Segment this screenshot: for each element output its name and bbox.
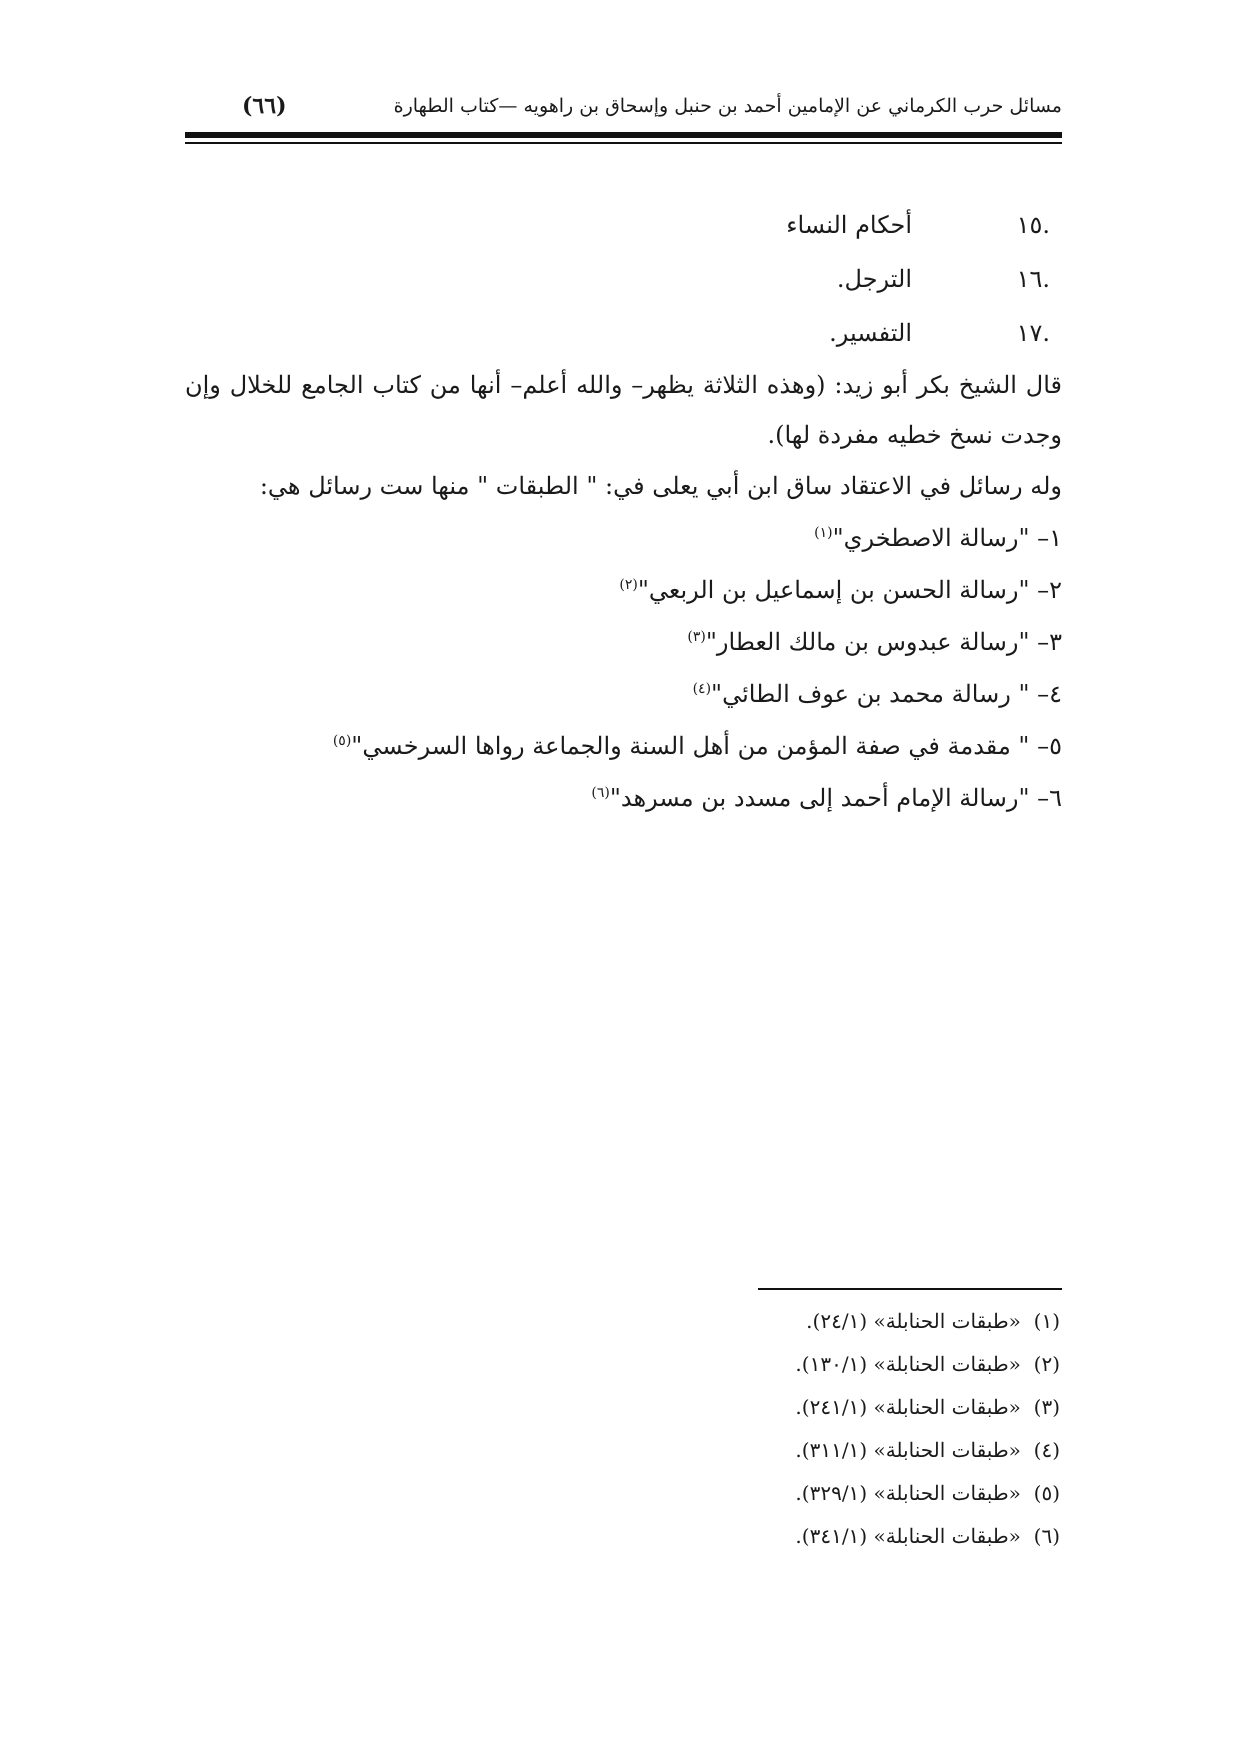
footnote-ref[interactable]: (٦) [591,785,610,801]
footnote-number: (٤) [1033,1438,1060,1462]
numbered-item [185,306,1062,360]
footnote-ref[interactable]: (٥) [332,733,352,749]
footnote-text: «طبقات الحنابلة» (٢٤١/١). [795,1395,1021,1419]
footnote [600,1429,1060,1472]
footnote-number: (٥) [1033,1481,1060,1505]
letter-title: ١– "رسالة الاصطخري" [832,524,1062,552]
footnote [600,1386,1060,1429]
item-text: التفسير. [829,319,912,347]
footnote-text: «طبقات الحنابلة» (٢٤/١). [806,1309,1021,1333]
item-number: .١٦ [1016,265,1050,293]
header-rule-thin [185,142,1062,144]
footnote-text: «طبقات الحنابلة» (١٣٠/١). [795,1352,1021,1376]
footnote-number: (٢) [1033,1352,1060,1376]
footnotes [600,1300,1060,1558]
letter-title: ٢– "رسالة الحسن بن إسماعيل بن الربعي" [637,576,1062,604]
footnote-ref[interactable]: (٢) [619,577,638,593]
running-header [242,86,1062,126]
body-text [185,198,1062,824]
footnote-ref[interactable]: (٤) [692,681,712,697]
letter-item [185,668,1062,720]
header-rule-thick [185,132,1062,138]
item-number: .١٥ [1016,211,1050,239]
letter-item [185,616,1062,668]
page-number: (٦٦) [242,93,287,119]
letter-title: ٦– "رسالة الإمام أحمد إلى مسدد بن مسرهد" [609,784,1062,812]
footnote-ref[interactable]: (١) [814,525,833,541]
letter-item [185,772,1062,824]
letter-title: ٥– " مقدمة في صفة المؤمن من أهل السنة والجماعة رواها السرخسي" [351,732,1062,760]
letter-title: ٣– "رسالة عبدوس بن مالك العطار" [705,628,1062,656]
header-title: مسائل حرب الكرماني عن الإمامين أحمد بن حنبل وإسحاق بن راهويه —كتاب الطهارة [393,95,1062,117]
footnote [600,1300,1060,1343]
item-number: .١٧ [1016,319,1050,347]
letter-item [185,564,1062,616]
footnote-ref[interactable]: (٣) [687,629,706,645]
footnote-text: «طبقات الحنابلة» (٣٢٩/١). [795,1481,1021,1505]
footnote-number: (٦) [1033,1524,1060,1548]
numbered-item [185,198,1062,252]
footnote-number: (١) [1033,1309,1060,1333]
item-text: أحكام النساء [786,211,912,239]
quote-paragraph: قال الشيخ بكر أبو زيد: (وهذه الثلاثة يظهر– والله أعلم– أنها من كتاب الجامع للخلال وإن وجدت نسخ خطيه مفردة لها). [185,371,1062,449]
letters-intro: وله رسائل في الاعتقاد ساق ابن أبي يعلى في: " الطبقات " منها ست رسائل هي: [259,472,1062,500]
footnote-number: (٣) [1033,1395,1060,1419]
footnote-separator [758,1288,1062,1290]
numbered-item [185,252,1062,306]
footnote [600,1343,1060,1386]
footnote [600,1472,1060,1515]
item-text: الترجل. [836,265,912,293]
letter-title: ٤– " رسالة محمد بن عوف الطائي" [711,680,1062,708]
letter-item [185,720,1062,772]
footnote [600,1515,1060,1558]
footnote-text: «طبقات الحنابلة» (٣٤١/١). [795,1524,1021,1548]
letter-item [185,512,1062,564]
footnote-text: «طبقات الحنابلة» (٣١١/١). [795,1438,1021,1462]
